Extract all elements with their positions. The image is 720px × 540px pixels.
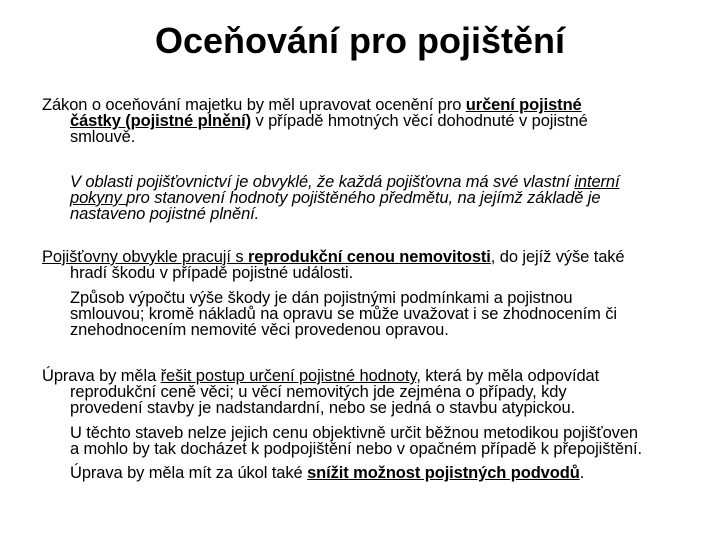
slide-title: Oceňování pro pojištění xyxy=(154,20,566,61)
text-line: provedení stavby je nadstandardní, nebo se jedná o stavbu atypickou. xyxy=(70,399,576,417)
text-line xyxy=(42,368,599,384)
emphasis: reprodukční cenou nemovitosti xyxy=(247,248,491,266)
text: Úprava by měla xyxy=(42,367,161,385)
emphasis: určení pojistné xyxy=(465,96,582,114)
text-line: U těchto staveb nelze jejich cenu objektivně určit běžnou metodikou pojišťoven xyxy=(70,424,638,442)
text-line: Způsob výpočtu výše škody je dán pojistnými podmínkami a pojistnou xyxy=(70,289,573,307)
text: , do jejíž výše také xyxy=(490,248,625,266)
text-line xyxy=(42,249,625,265)
text-line xyxy=(42,97,582,113)
text-line: smlouvou; kromě nákladů na opravu se může uvažovat i se zhodnocením či xyxy=(70,305,617,323)
emphasis: částky (pojistné plnění) xyxy=(70,112,251,130)
text: Úprava by měla mít za úkol také xyxy=(70,464,308,482)
text-line: znehodnocením nemovité věci provedenou opravou. xyxy=(70,321,449,339)
text: V oblasti pojišťovnictví je obvyklé, že každá pojišťovna má své vlastní xyxy=(70,173,575,191)
text-line: nastaveno pojistné plnění. xyxy=(70,205,260,223)
emphasis: pokyny xyxy=(70,189,127,207)
text-line xyxy=(70,465,584,481)
text-line xyxy=(70,190,600,206)
text: . xyxy=(579,464,585,482)
emphasis: interní xyxy=(574,173,620,191)
text: v případě hmotných věcí dohodnuté v pojistné xyxy=(250,112,588,130)
emphasis: řešit postup určení pojistné hodnoty xyxy=(160,367,417,385)
text-line: reprodukční ceně věci; u věcí nemovitých jde zejména o případy, kdy xyxy=(70,383,567,401)
text-line xyxy=(70,113,588,129)
emphasis: Pojišťovny obvykle pracují s xyxy=(42,248,248,266)
text: , která by měla odpovídat xyxy=(416,367,600,385)
text-line: hradí škodu v případě pojistné události. xyxy=(70,264,354,282)
text: Zákon o oceňování majetku by měl upravovat ocenění pro xyxy=(42,96,466,114)
text-line: smlouvě. xyxy=(70,128,136,146)
text-line: a mohlo by tak docházet k podpojištění nebo v opačném případě k přepojištění. xyxy=(70,440,643,458)
text: pro stanovení hodnoty pojištěného předmětu, na jejímž základě je xyxy=(126,189,601,207)
emphasis: snížit možnost pojistných podvodů xyxy=(307,464,580,482)
text-line xyxy=(70,174,619,190)
